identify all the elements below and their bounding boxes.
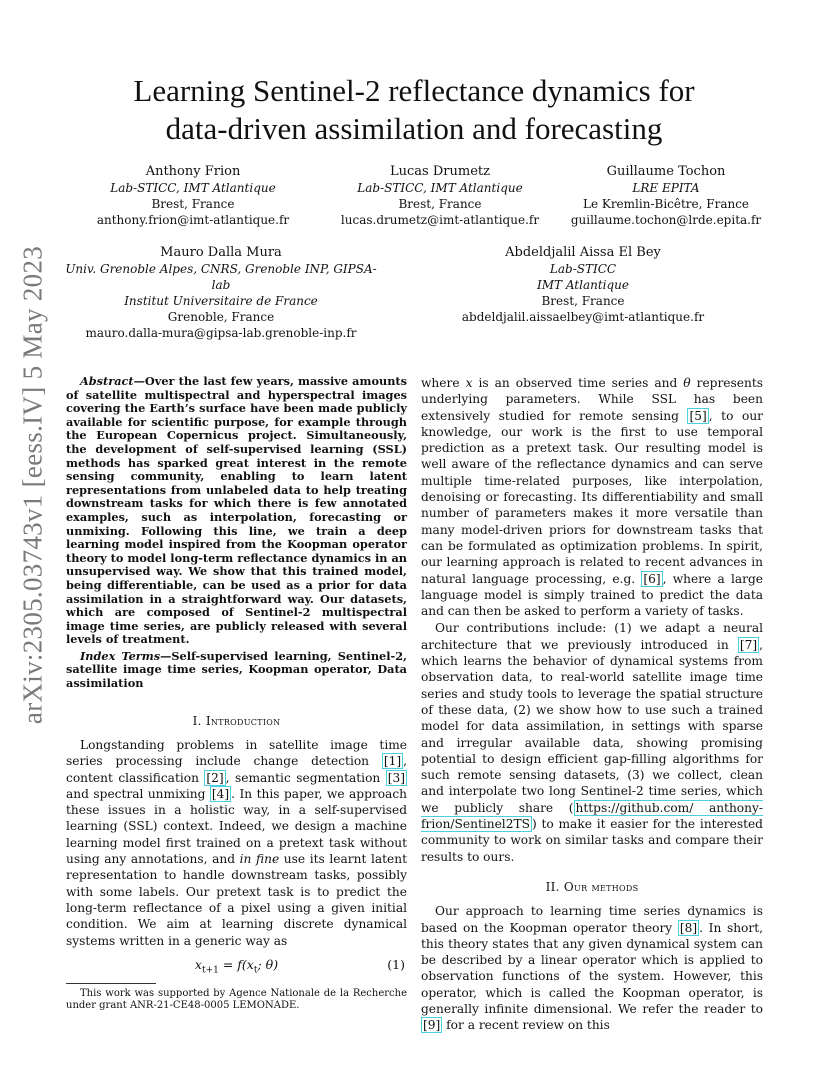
- author-name: Lucas Drumetz: [390, 164, 490, 179]
- abstract-text: —Over the last few years, massive amounts of satellite multispectral and hyperspectral images covering the Earth’s surface have been made publicly available for scientific purpose, for example through the European Copernicus project. Simultaneously, the development of self-supervised learning (SSL) methods has sparked great interest in the remote sensing community, enabling to learn latent representations from unlabeled data to help treating downstream tasks for which there is few annotated examples, such as interpolation, forecasting or unmixing. Following this line, we train a deep learning model inspired from the Koopman operator theory to model long-term reflectance dynamics in an unsupervised way. We show that this trained model, being differentiable, can be used as a prior for data assimilation in a straightforward way. Our datasets, which are composed of Sentinel-2 multispectral image time series, are publicly released with several levels of treatment.: [66, 374, 407, 647]
- author-affiliation: Lab-STICC: [549, 262, 617, 276]
- paper-title: [80, 72, 748, 148]
- footnote: This work was supported by Agence Nationale de la Recherche under grant ANR-21-CE48-0005 LEMONADE.: [66, 987, 407, 1011]
- author-location: Brest, France: [151, 197, 235, 211]
- footnote-rule: [66, 983, 156, 984]
- citation-link[interactable]: [7]: [739, 637, 758, 652]
- citation-link[interactable]: [4]: [211, 786, 230, 801]
- equation-1: [66, 957, 407, 979]
- intro-paragraph: [66, 737, 407, 949]
- citation-link[interactable]: [1]: [383, 754, 402, 769]
- section-title: Our methods: [563, 879, 639, 894]
- author-location: Brest, France: [541, 294, 625, 308]
- author-email: anthony.frion@imt-atlantique.fr: [96, 213, 290, 227]
- section-number: II.: [545, 879, 564, 894]
- text-span: ) to make it easier for the interested community to work on similar tasks and compare their results to ours.: [421, 817, 763, 864]
- text-span: . In this paper, we approach these issues in a holistic way, in a self-supervised learning (SSL) context. Indeed, we design a machine learning model first trained on a pretext task without using any annotations, and: [66, 786, 407, 867]
- right-column: [421, 375, 763, 1034]
- eq-var: x: [194, 956, 202, 972]
- author-block-1: [80, 164, 306, 228]
- text-span: use its learnt latent representation to handle downstream tasks, possibly with some labels. Our pretext task is to predict the long-term reflectance of a pixel using a given initial condition. We aim at learning discrete dynamical systems written in a generic way as: [66, 852, 407, 948]
- github-link-part-1[interactable]: https://github.com/: [575, 800, 694, 815]
- text-span: Our approach to learning time series dynamics is based on the Koopman operator theory: [421, 904, 763, 935]
- equation-body: [66, 957, 407, 979]
- index-terms-label: Index Terms: [80, 648, 161, 663]
- methods-paragraph: [421, 903, 763, 1033]
- eq-params: ; θ): [257, 956, 279, 972]
- author-email: lucas.drumetz@imt-atlantique.fr: [340, 213, 540, 227]
- author-name: Mauro Dalla Mura: [160, 245, 282, 260]
- text-span: , semantic segmentation: [225, 770, 386, 785]
- section-title: Introduction: [205, 713, 281, 728]
- author-block-2: [326, 164, 554, 228]
- author-affiliation: Lab-STICC, IMT Atlantique: [110, 181, 276, 195]
- text-span: Our contributions include: (1) we adapt a neural architecture that we previously introduced in: [421, 621, 763, 652]
- author-location: Grenoble, France: [167, 310, 275, 324]
- author-location: Le Kremlin-Bicêtre, France: [582, 197, 750, 211]
- paragraph: [421, 375, 763, 619]
- citation-link[interactable]: [8]: [679, 920, 698, 935]
- author-email: mauro.dalla-mura@gipsa-lab.grenoble-inp.fr: [85, 326, 357, 340]
- title-line-2: data-driven assimilation and forecasting: [165, 111, 663, 146]
- title-line-1: Learning Sentinel-2 reflectance dynamics for: [133, 73, 695, 108]
- author-email: guillaume.tochon@lrde.epita.fr: [570, 213, 762, 227]
- text-span: is an observed time series and: [472, 376, 684, 390]
- section-heading-methods: [421, 879, 763, 895]
- math-var: x: [465, 376, 473, 390]
- author-block-5: [450, 245, 716, 325]
- index-terms: [66, 650, 407, 691]
- eq-func: = f(x: [218, 956, 254, 972]
- contributions-paragraph: [421, 620, 763, 864]
- index-terms-text: —Self-supervised learning, Sentinel-2, satellite image time series, Koopman operator, Data assimilation: [66, 648, 407, 691]
- author-block-4: [56, 245, 386, 341]
- arxiv-sidebar: [8, 245, 58, 725]
- author-affiliation-2: Institut Universitaire de France: [124, 294, 318, 308]
- text-span: , where a large language model is simply trained to predict the data and can then be asked to perform a variety of tasks.: [421, 571, 763, 619]
- text-span: represents underlying parameters. While SSL has been extensively studied for remote sensing: [421, 376, 763, 423]
- text-span: . In short, this theory states that any given dynamical system can be described by a linear operator which is applied to observation functions of the system. However, this operator, which is called the Koopman operator, is generally infinite dimensional. We refer the reader to: [421, 920, 763, 1016]
- left-column: [66, 375, 407, 1012]
- author-affiliation: LRE EPITA: [632, 181, 700, 195]
- author-affiliation-2: IMT Atlantique: [536, 278, 629, 292]
- author-name: Abdeldjalil Aissa El Bey: [505, 245, 661, 260]
- citation-link[interactable]: [2]: [206, 770, 224, 785]
- author-affiliation: Lab-STICC, IMT Atlantique: [357, 181, 523, 195]
- text-span: and spectral unmixing: [66, 786, 210, 801]
- author-location: Brest, France: [398, 197, 482, 211]
- citation-link[interactable]: [6]: [643, 571, 661, 586]
- abstract: [66, 375, 407, 647]
- arxiv-id: arXiv:2305.03743v1 [eess.IV] 5 May 2023: [17, 245, 48, 725]
- eq-subscript: t+1: [201, 965, 219, 976]
- eq-subscript: t: [253, 965, 258, 976]
- author-name: Anthony Frion: [145, 164, 241, 179]
- emphasis: in fine: [239, 852, 280, 867]
- math-var: θ: [683, 376, 691, 390]
- author-name: Guillaume Tochon: [606, 164, 726, 179]
- author-affiliation: Univ. Grenoble Alpes, CNRS, Grenoble INP, GIPSA-lab: [65, 262, 377, 292]
- text-span: where: [421, 376, 466, 390]
- text-span: for a recent review on this: [442, 1018, 610, 1033]
- section-heading-introduction: [66, 713, 407, 729]
- author-email: abdeldjalil.aissaelbey@imt-atlantique.fr: [461, 310, 705, 324]
- text-span: , which learns the behavior of dynamical systems from observation data, to real-world satellite image time series and study tools to leverage the spatial structure of these data, (2) we show how to use such a trained model for data assimilation, in settings with sparse and irregular available data, showing promising potential to design efficient gap-filling algorithms for such remote sensing datasets, (3) we collect, clean and interpolate two long Sentinel-2 time series, which we publicly share (: [421, 637, 763, 815]
- citation-link[interactable]: [3]: [387, 770, 405, 785]
- text-span: Longstanding problems in satellite image time series processing include change detection: [66, 737, 407, 769]
- author-block-3: [568, 164, 764, 228]
- github-link-part-2[interactable]: anthony-frion/Sentinel2TS: [421, 800, 763, 832]
- section-number: I.: [192, 713, 206, 728]
- abstract-label: Abstract: [80, 374, 134, 388]
- citation-link[interactable]: [9]: [423, 1018, 441, 1033]
- text-span: , to our knowledge, our work is the first to use temporal prediction as a pretext task. Our resulting model is well aware of the reflectance dynamics and can serve multiple time-related purposes, like interpolation, denoising or forecasting. Its differentiability and small number of parameters makes it more versatile than many model-driven priors for downstream tasks that can be formulated as optimization problems. In spirit, our learning approach is related to recent advances in natural language processing, e.g.: [421, 408, 763, 586]
- citation-link[interactable]: [5]: [689, 408, 707, 423]
- text-span: , content classification: [66, 754, 407, 785]
- equation-number: (1): [387, 956, 405, 972]
